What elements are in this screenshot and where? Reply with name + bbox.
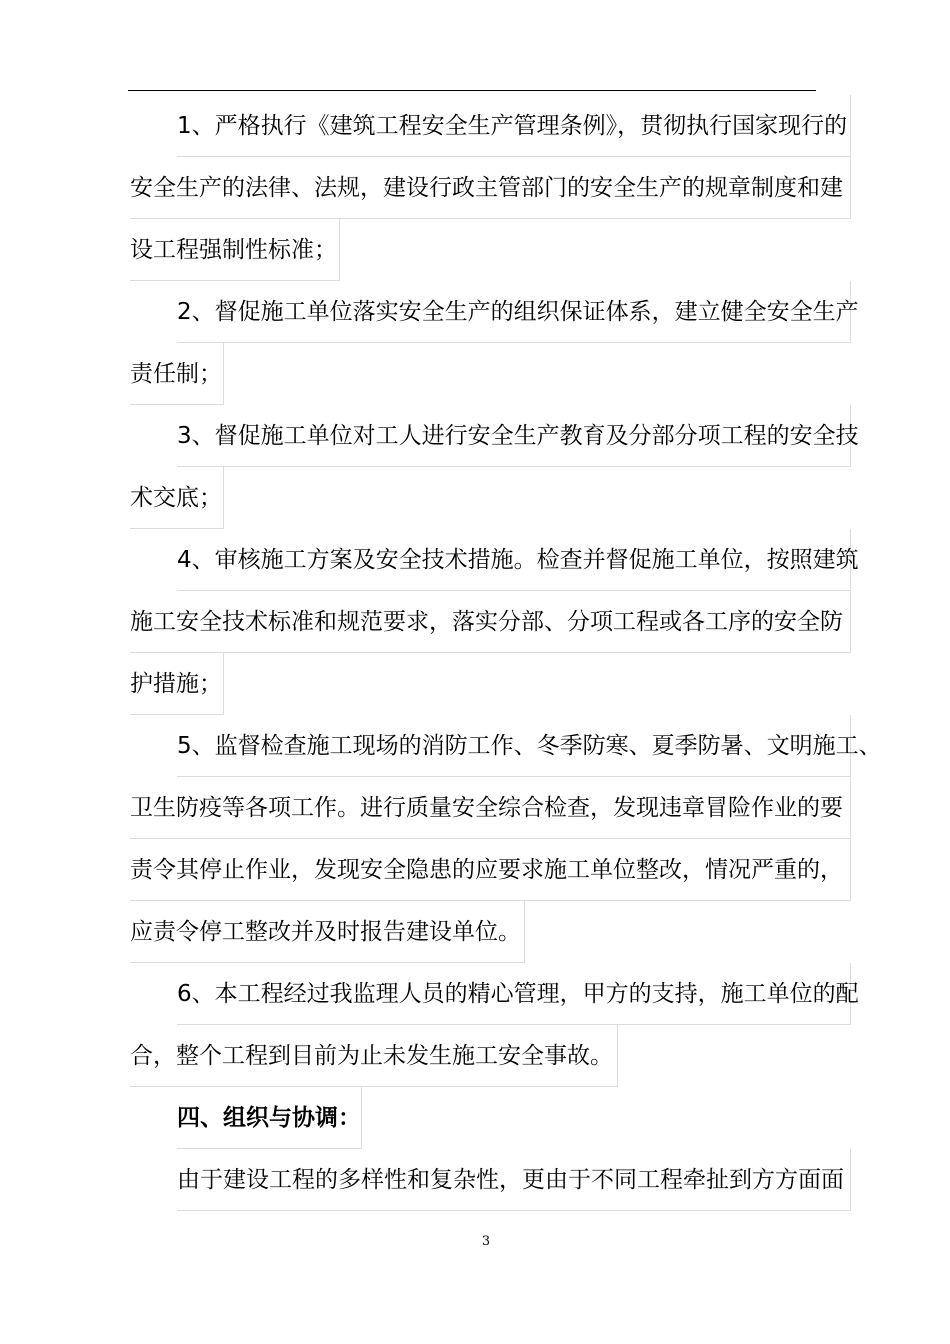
paragraph-3-line-1: 3、督促施工单位对工人进行安全生产教育及分部分项工程的安全技 [177, 405, 851, 467]
paragraph-5-line-2: 卫生防疫等各项工作。进行质量安全综合检查，发现违章冒险作业的要 [130, 777, 851, 839]
paragraph-2-line-2: 责任制； [130, 343, 224, 405]
paragraph-7-line-1: 由于建设工程的多样性和复杂性，更由于不同工程牵扯到方方面面 [177, 1149, 851, 1211]
paragraph-2-line-1: 2、督促施工单位落实安全生产的组织保证体系，建立健全安全生产 [177, 281, 851, 343]
paragraph-1-line-2: 安全生产的法律、法规，建设行政主管部门的安全生产的规章制度和建 [130, 157, 851, 219]
header-rule [128, 90, 816, 91]
page-number: 3 [481, 1234, 491, 1249]
paragraph-4-line-2: 施工安全技术标准和规范要求，落实分部、分项工程或各工序的安全防 [130, 591, 851, 653]
paragraph-4-line-3: 护措施； [130, 653, 224, 715]
paragraph-3-line-2: 术交底； [130, 467, 224, 529]
paragraph-1-line-3: 设工程强制性标准； [130, 219, 340, 281]
paragraph-5-line-4: 应责令停工整改并及时报告建设单位。 [130, 901, 525, 963]
section-heading: 四、组织与协调： [177, 1087, 362, 1149]
paragraph-4-line-1: 4、审核施工方案及安全技术措施。检查并督促施工单位，按照建筑 [177, 529, 851, 591]
paragraph-1-line-1: 1、严格执行《建筑工程安全生产管理条例》，贯彻执行国家现行的 [177, 95, 851, 157]
paragraph-6-line-1: 6、本工程经过我监理人员的精心管理，甲方的支持，施工单位的配 [177, 963, 851, 1025]
paragraph-5-line-3: 责令其停止作业，发现安全隐患的应要求施工单位整改，情况严重的， [130, 839, 851, 901]
paragraph-6-line-2: 合，整个工程到目前为止未发生施工安全事故。 [130, 1025, 618, 1087]
paragraph-5-line-1: 5、监督检查施工现场的消防工作、冬季防寒、夏季防暑、文明施工、 [177, 715, 851, 777]
